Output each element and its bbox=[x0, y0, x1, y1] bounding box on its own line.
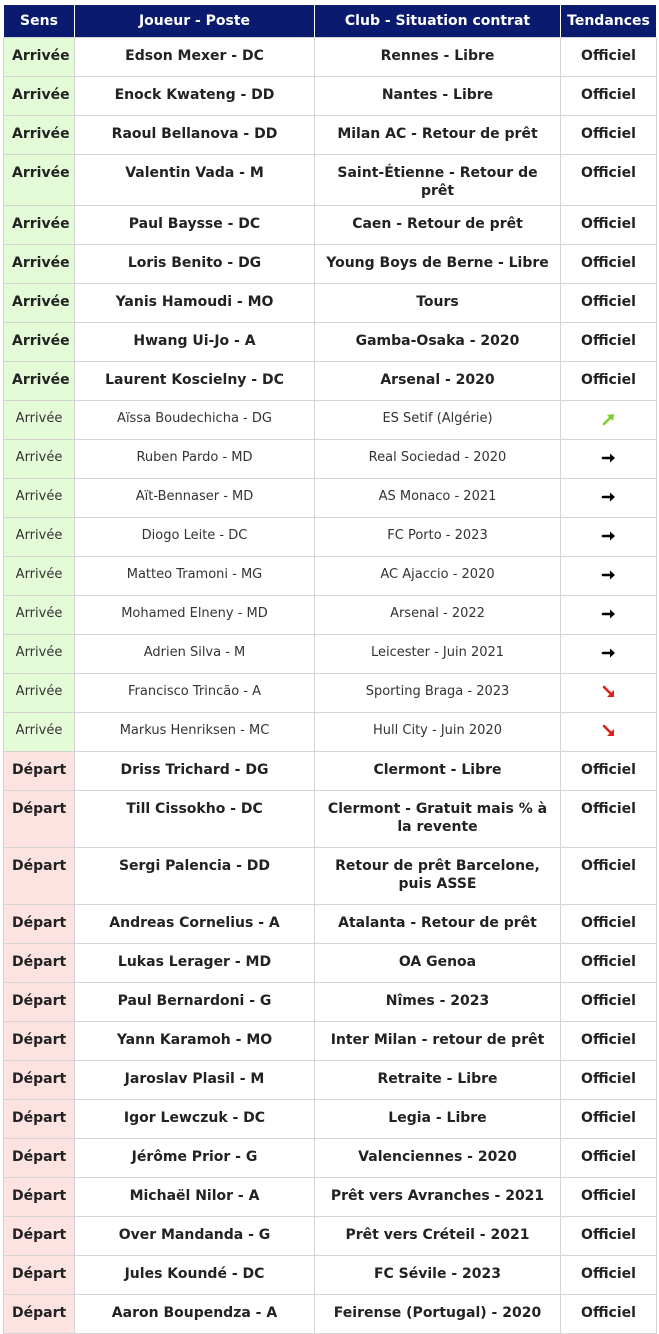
cell-club: FC Porto - 2023 bbox=[315, 518, 561, 557]
cell-tendance: Officiel bbox=[561, 905, 657, 944]
cell-club: Saint-Étienne - Retour de prêt bbox=[315, 155, 561, 206]
header-joueur: Joueur - Poste bbox=[75, 5, 315, 38]
cell-tendance: Officiel bbox=[561, 752, 657, 791]
cell-club: Retraite - Libre bbox=[315, 1061, 561, 1100]
cell-sens: Départ bbox=[4, 1256, 75, 1295]
cell-tendance: Officiel bbox=[561, 362, 657, 401]
cell-sens: Arrivée bbox=[4, 245, 75, 284]
table-row bbox=[4, 362, 657, 401]
cell-joueur: Andreas Cornelius - A bbox=[75, 905, 315, 944]
cell-tendance: Officiel bbox=[561, 1256, 657, 1295]
table-row bbox=[4, 245, 657, 284]
table-row bbox=[4, 1022, 657, 1061]
cell-tendance bbox=[561, 440, 657, 479]
cell-sens: Arrivée bbox=[4, 557, 75, 596]
table-row bbox=[4, 848, 657, 905]
cell-tendance bbox=[561, 401, 657, 440]
table-row bbox=[4, 983, 657, 1022]
table-row bbox=[4, 752, 657, 791]
cell-club: Hull City - Juin 2020 bbox=[315, 713, 561, 752]
transfer-table bbox=[3, 4, 657, 1334]
cell-joueur: Adrien Silva - M bbox=[75, 635, 315, 674]
cell-tendance bbox=[561, 479, 657, 518]
cell-tendance bbox=[561, 557, 657, 596]
cell-club: Atalanta - Retour de prêt bbox=[315, 905, 561, 944]
cell-club: AS Monaco - 2021 bbox=[315, 479, 561, 518]
cell-sens: Départ bbox=[4, 944, 75, 983]
table-row bbox=[4, 944, 657, 983]
table-row bbox=[4, 77, 657, 116]
cell-joueur: Aaron Boupendza - A bbox=[75, 1295, 315, 1334]
cell-joueur: Paul Baysse - DC bbox=[75, 206, 315, 245]
arrow-down-right-icon bbox=[601, 723, 617, 738]
cell-joueur: Enock Kwateng - DD bbox=[75, 77, 315, 116]
cell-sens: Départ bbox=[4, 1178, 75, 1217]
table-row bbox=[4, 1256, 657, 1295]
cell-joueur: Laurent Koscielny - DC bbox=[75, 362, 315, 401]
cell-club: Rennes - Libre bbox=[315, 38, 561, 77]
cell-tendance: Officiel bbox=[561, 245, 657, 284]
table-row bbox=[4, 791, 657, 848]
table-row bbox=[4, 1100, 657, 1139]
cell-club: Retour de prêt Barcelone, puis ASSE bbox=[315, 848, 561, 905]
cell-tendance: Officiel bbox=[561, 77, 657, 116]
cell-sens: Départ bbox=[4, 1139, 75, 1178]
cell-joueur: Igor Lewczuk - DC bbox=[75, 1100, 315, 1139]
cell-sens: Départ bbox=[4, 1061, 75, 1100]
cell-joueur: Mohamed Elneny - MD bbox=[75, 596, 315, 635]
cell-sens: Arrivée bbox=[4, 635, 75, 674]
cell-tendance: Officiel bbox=[561, 323, 657, 362]
cell-joueur: Ruben Pardo - MD bbox=[75, 440, 315, 479]
cell-tendance: Officiel bbox=[561, 1061, 657, 1100]
cell-club: OA Genoa bbox=[315, 944, 561, 983]
cell-joueur: Francisco Trincão - A bbox=[75, 674, 315, 713]
cell-joueur: Jaroslav Plasil - M bbox=[75, 1061, 315, 1100]
table-row bbox=[4, 479, 657, 518]
cell-sens: Départ bbox=[4, 983, 75, 1022]
arrow-right-icon bbox=[601, 567, 617, 582]
cell-joueur: Aït-Bennaser - MD bbox=[75, 479, 315, 518]
cell-sens: Arrivée bbox=[4, 38, 75, 77]
cell-tendance: Officiel bbox=[561, 848, 657, 905]
table-row bbox=[4, 905, 657, 944]
cell-joueur: Markus Henriksen - MC bbox=[75, 713, 315, 752]
cell-club: Caen - Retour de prêt bbox=[315, 206, 561, 245]
cell-tendance bbox=[561, 674, 657, 713]
cell-tendance: Officiel bbox=[561, 983, 657, 1022]
arrow-right-icon bbox=[601, 450, 617, 465]
cell-club: Feirense (Portugal) - 2020 bbox=[315, 1295, 561, 1334]
cell-club: Young Boys de Berne - Libre bbox=[315, 245, 561, 284]
cell-joueur: Raoul Bellanova - DD bbox=[75, 116, 315, 155]
cell-joueur: Paul Bernardoni - G bbox=[75, 983, 315, 1022]
cell-joueur: Over Mandanda - G bbox=[75, 1217, 315, 1256]
cell-joueur: Hwang Ui-Jo - A bbox=[75, 323, 315, 362]
table-row bbox=[4, 1217, 657, 1256]
cell-sens: Départ bbox=[4, 1100, 75, 1139]
cell-sens: Arrivée bbox=[4, 674, 75, 713]
cell-sens: Arrivée bbox=[4, 518, 75, 557]
cell-tendance: Officiel bbox=[561, 206, 657, 245]
table-row bbox=[4, 401, 657, 440]
cell-sens: Départ bbox=[4, 791, 75, 848]
cell-sens: Arrivée bbox=[4, 596, 75, 635]
cell-sens: Départ bbox=[4, 1022, 75, 1061]
cell-sens: Départ bbox=[4, 1217, 75, 1256]
cell-sens: Arrivée bbox=[4, 401, 75, 440]
cell-club: Prêt vers Avranches - 2021 bbox=[315, 1178, 561, 1217]
cell-joueur: Lukas Lerager - MD bbox=[75, 944, 315, 983]
cell-sens: Départ bbox=[4, 1295, 75, 1334]
cell-joueur: Till Cissokho - DC bbox=[75, 791, 315, 848]
cell-joueur: Michaël Nilor - A bbox=[75, 1178, 315, 1217]
table-row bbox=[4, 1178, 657, 1217]
table-row bbox=[4, 557, 657, 596]
table-row bbox=[4, 596, 657, 635]
cell-sens: Arrivée bbox=[4, 362, 75, 401]
cell-tendance: Officiel bbox=[561, 284, 657, 323]
cell-joueur: Sergi Palencia - DD bbox=[75, 848, 315, 905]
header-tendances: Tendances bbox=[561, 5, 657, 38]
cell-tendance: Officiel bbox=[561, 1295, 657, 1334]
arrow-right-icon bbox=[601, 489, 617, 504]
arrow-right-icon bbox=[601, 528, 617, 543]
cell-club: Inter Milan - retour de prêt bbox=[315, 1022, 561, 1061]
cell-tendance: Officiel bbox=[561, 38, 657, 77]
cell-club: Nîmes - 2023 bbox=[315, 983, 561, 1022]
cell-club: Gamba-Osaka - 2020 bbox=[315, 323, 561, 362]
cell-tendance bbox=[561, 713, 657, 752]
cell-tendance bbox=[561, 518, 657, 557]
cell-club: Clermont - Libre bbox=[315, 752, 561, 791]
cell-joueur: Yann Karamoh - MO bbox=[75, 1022, 315, 1061]
cell-tendance bbox=[561, 596, 657, 635]
cell-sens: Arrivée bbox=[4, 284, 75, 323]
cell-joueur: Driss Trichard - DG bbox=[75, 752, 315, 791]
cell-joueur: Matteo Tramoni - MG bbox=[75, 557, 315, 596]
cell-tendance: Officiel bbox=[561, 155, 657, 206]
header-row bbox=[4, 5, 657, 38]
cell-club: Real Sociedad - 2020 bbox=[315, 440, 561, 479]
cell-sens: Arrivée bbox=[4, 116, 75, 155]
table-row bbox=[4, 518, 657, 557]
cell-tendance: Officiel bbox=[561, 1217, 657, 1256]
table-row bbox=[4, 1139, 657, 1178]
table-row bbox=[4, 155, 657, 206]
cell-club: Valenciennes - 2020 bbox=[315, 1139, 561, 1178]
cell-tendance: Officiel bbox=[561, 1100, 657, 1139]
cell-sens: Arrivée bbox=[4, 323, 75, 362]
cell-joueur: Edson Mexer - DC bbox=[75, 38, 315, 77]
table-row bbox=[4, 206, 657, 245]
cell-sens: Départ bbox=[4, 752, 75, 791]
table-row bbox=[4, 323, 657, 362]
cell-club: Arsenal - 2020 bbox=[315, 362, 561, 401]
arrow-down-right-icon bbox=[601, 684, 617, 699]
cell-joueur: Aïssa Boudechicha - DG bbox=[75, 401, 315, 440]
cell-sens: Arrivée bbox=[4, 77, 75, 116]
cell-club: ES Setif (Algérie) bbox=[315, 401, 561, 440]
cell-joueur: Yanis Hamoudi - MO bbox=[75, 284, 315, 323]
cell-club: Tours bbox=[315, 284, 561, 323]
cell-sens: Arrivée bbox=[4, 206, 75, 245]
table-row bbox=[4, 635, 657, 674]
table-row bbox=[4, 1295, 657, 1334]
table-row bbox=[4, 674, 657, 713]
cell-club: AC Ajaccio - 2020 bbox=[315, 557, 561, 596]
arrow-right-icon bbox=[601, 645, 617, 660]
table-row bbox=[4, 116, 657, 155]
cell-joueur: Valentin Vada - M bbox=[75, 155, 315, 206]
cell-club: Prêt vers Créteil - 2021 bbox=[315, 1217, 561, 1256]
cell-joueur: Loris Benito - DG bbox=[75, 245, 315, 284]
cell-joueur: Diogo Leite - DC bbox=[75, 518, 315, 557]
cell-sens: Arrivée bbox=[4, 479, 75, 518]
table-row bbox=[4, 38, 657, 77]
table-row bbox=[4, 440, 657, 479]
table-row bbox=[4, 713, 657, 752]
table-row bbox=[4, 1061, 657, 1100]
cell-tendance: Officiel bbox=[561, 1178, 657, 1217]
header-sens: Sens bbox=[4, 5, 75, 38]
cell-club: Arsenal - 2022 bbox=[315, 596, 561, 635]
cell-sens: Arrivée bbox=[4, 440, 75, 479]
table-body bbox=[4, 38, 657, 1334]
cell-club: Milan AC - Retour de prêt bbox=[315, 116, 561, 155]
cell-sens: Arrivée bbox=[4, 155, 75, 206]
arrow-up-right-icon bbox=[601, 411, 617, 426]
cell-joueur: Jérôme Prior - G bbox=[75, 1139, 315, 1178]
cell-sens: Départ bbox=[4, 905, 75, 944]
cell-club: Clermont - Gratuit mais % à la revente bbox=[315, 791, 561, 848]
cell-sens: Arrivée bbox=[4, 713, 75, 752]
cell-tendance: Officiel bbox=[561, 944, 657, 983]
cell-tendance bbox=[561, 635, 657, 674]
cell-club: Nantes - Libre bbox=[315, 77, 561, 116]
arrow-right-icon bbox=[601, 606, 617, 621]
cell-club: Leicester - Juin 2021 bbox=[315, 635, 561, 674]
cell-club: Sporting Braga - 2023 bbox=[315, 674, 561, 713]
header-club: Club - Situation contrat bbox=[315, 5, 561, 38]
table-row bbox=[4, 284, 657, 323]
cell-club: Legia - Libre bbox=[315, 1100, 561, 1139]
cell-tendance: Officiel bbox=[561, 791, 657, 848]
cell-sens: Départ bbox=[4, 848, 75, 905]
cell-tendance: Officiel bbox=[561, 1022, 657, 1061]
cell-club: FC Sévile - 2023 bbox=[315, 1256, 561, 1295]
cell-tendance: Officiel bbox=[561, 116, 657, 155]
cell-tendance: Officiel bbox=[561, 1139, 657, 1178]
cell-joueur: Jules Koundé - DC bbox=[75, 1256, 315, 1295]
table-header bbox=[4, 5, 657, 38]
